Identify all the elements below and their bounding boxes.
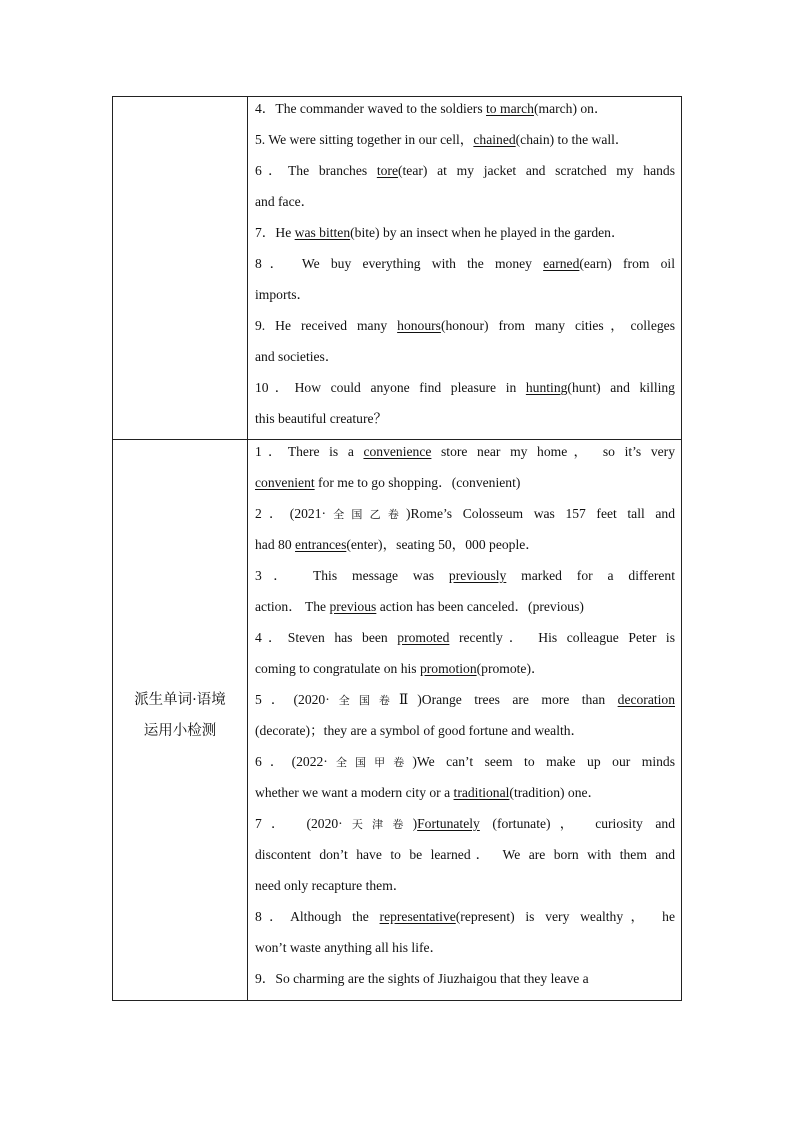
exercise-line: [255, 839, 675, 870]
exercise-line: [255, 155, 675, 186]
exercise-line: [255, 248, 675, 279]
sentence-text: 7．He: [255, 225, 295, 240]
answer-blank: was bitten: [294, 225, 351, 240]
section-label-line-1: 派生单词·语境: [134, 692, 226, 708]
answer-blank: earned: [543, 256, 580, 271]
exercise-line: [255, 341, 675, 372]
exercise-line: [255, 715, 675, 746]
sentence-text: action has been canceled．(previous): [376, 599, 584, 614]
answer-blank: convenience: [363, 444, 432, 459]
column-divider: [247, 97, 248, 1000]
sentence-text: had 80: [255, 537, 296, 552]
exercise-line: [255, 653, 675, 684]
answer-blank: honours: [397, 318, 441, 333]
source-label: 全国乙卷: [326, 508, 407, 521]
sentence-text: 8．Although the: [255, 909, 380, 924]
exercise-line: [255, 808, 675, 839]
sentence-text: whether we want a modern city or a: [255, 785, 454, 800]
answer-blank: entrances: [295, 537, 347, 552]
answer-blank: representative: [379, 909, 456, 924]
sentence-text: (promote)．: [476, 661, 545, 676]
sentence-text: for me to go shopping．(convenient): [314, 475, 521, 490]
sentence-text: 5. We were sitting together in our cell，: [255, 132, 474, 147]
exercise-line: [255, 777, 675, 808]
exercise-line: [255, 93, 675, 124]
sentence-text: 9．So charming are the sights of Jiuzhaigou that they leave a: [255, 971, 589, 986]
sentence-text: imports．: [255, 287, 311, 302]
answer-blank: decoration: [617, 692, 676, 707]
sentence-text: (represent) is very wealthy， he: [455, 909, 676, 924]
sentence-text: 6．(2022·: [255, 754, 328, 769]
sentence-text: won’t waste anything all his life．: [255, 940, 444, 955]
sentence-text: (tear) at my jacket and scratched my hands: [397, 163, 675, 178]
sentence-text: 5．(2020·: [255, 692, 330, 707]
exercise-table: [112, 96, 682, 1001]
answer-blank: tore: [376, 163, 398, 178]
sentence-text: action． The: [255, 599, 330, 614]
section-label: [113, 685, 247, 747]
exercise-line: [255, 279, 675, 310]
exercise-line: [255, 310, 675, 341]
sentence-text: and societies．: [255, 349, 339, 364]
sentence-text: 4．The commander waved to the soldiers: [255, 101, 487, 116]
exercise-line: [255, 622, 675, 653]
answer-blank: chained: [473, 132, 516, 147]
sentence-text: )Rome’s Colosseum was 157 feet tall and: [406, 506, 675, 521]
exercise-line: [255, 870, 675, 901]
sentence-text: 3． This message was: [255, 568, 449, 583]
sentence-text: (march) on．: [533, 101, 608, 116]
source-label: 天津卷: [342, 818, 413, 831]
sentence-text: (fortunate)， curiosity and: [479, 816, 676, 831]
sentence-text: discontent don’t have to be learned． We are born with them and: [255, 847, 675, 862]
exercise-line: [255, 591, 675, 622]
sentence-text: store near my home， so it’s very: [431, 444, 675, 459]
answer-blank: promotion: [419, 661, 477, 676]
section-label-line-2: 运用小检测: [143, 723, 217, 739]
answer-blank: promoted: [397, 630, 450, 645]
answer-blank: previously: [448, 568, 507, 583]
sentence-text: 9. He received many: [255, 318, 398, 333]
sentence-text: )We can’t seem to make up our minds: [412, 754, 676, 769]
answer-blank: Fortunately: [417, 816, 480, 831]
exercise-line: [255, 217, 675, 248]
sentence-text: this beautiful creature？: [255, 411, 388, 426]
sentence-text: (decorate)；they are a symbol of good fortune and wealth．: [255, 723, 585, 738]
exercise-line: [255, 684, 675, 715]
sentence-text: 2．(2021·: [255, 506, 327, 521]
exercise-line: [255, 498, 675, 529]
exercise-line: [255, 932, 675, 963]
answer-blank: traditional: [453, 785, 510, 800]
sentence-text: need only recapture them．: [255, 878, 407, 893]
answer-blank: to march: [486, 101, 534, 116]
exercise-line: [255, 186, 675, 217]
sentence-text: and face．: [255, 194, 315, 209]
source-label: 全国卷: [329, 694, 399, 707]
sentence-text: 1．There is a: [255, 444, 364, 459]
sentence-text: 8． We buy everything with the money: [255, 256, 544, 271]
exercise-line: [255, 746, 675, 777]
exercise-line: [255, 403, 675, 434]
sentence-text: (earn) from oil: [579, 256, 675, 271]
exercise-line: [255, 529, 675, 560]
answer-blank: convenient: [255, 475, 315, 490]
exercise-line: [255, 560, 675, 591]
sentence-text: Ⅱ)Orange trees are more than: [398, 692, 618, 707]
exercise-line: [255, 963, 675, 994]
sentence-text: (bite) by an insect when he played in the garden．: [350, 225, 625, 240]
sentence-text: (chain) to the wall．: [515, 132, 629, 147]
sentence-text: recently． His colleague Peter is: [449, 630, 675, 645]
answer-blank: previous: [329, 599, 377, 614]
sentence-text: (honour) from many cities，colleges: [440, 318, 675, 333]
answer-blank: hunting: [525, 380, 568, 395]
sentence-text: coming to congratulate on his: [255, 661, 420, 676]
exercise-line: [255, 124, 675, 155]
sentence-text: 10．How could anyone find pleasure in: [255, 380, 526, 395]
sentence-text: (enter)，seating 50，000 people．: [346, 537, 539, 552]
exercise-line: [255, 467, 675, 498]
sentence-text: (tradition) one．: [509, 785, 602, 800]
sentence-text: 4．Steven has been: [255, 630, 398, 645]
sentence-text: (hunt) and killing: [567, 380, 675, 395]
sentence-text: marked for a different: [506, 568, 675, 583]
exercise-line: [255, 372, 675, 403]
source-label: 全国甲卷: [327, 756, 413, 769]
sentence-text: 6．The branches: [255, 163, 377, 178]
exercise-line: [255, 901, 675, 932]
exercise-line: [255, 436, 675, 467]
sentence-text: 7． (2020·: [255, 816, 343, 831]
sentence-text: ): [412, 816, 418, 831]
